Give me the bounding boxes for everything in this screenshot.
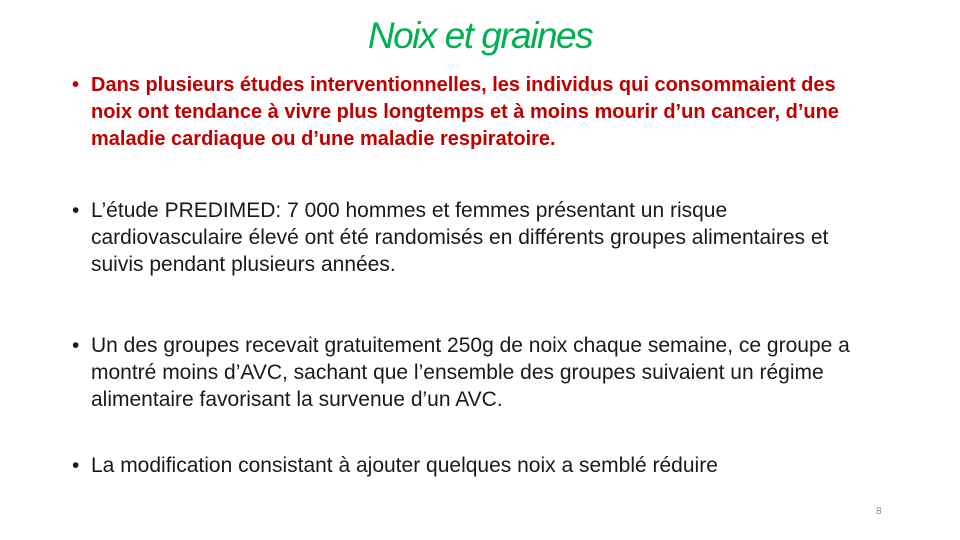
bullet-list — [72, 72, 872, 479]
page-number: 8 — [876, 506, 882, 517]
bullet-item: • La modification consistant à ajouter quelques noix a semblé réduire — [72, 452, 872, 479]
slide-title: Noix et graines — [367, 15, 593, 56]
bullet-item: • Un des groupes recevait gratuitement 250g de noix chaque semaine, ce groupe a montré moins d’AVC, sachant que l’ensemble des groupes suivaient un régime alimentaire favorisant la survenue d’un AVC. — [72, 332, 872, 413]
bullet-item: • Dans plusieurs études interventionnelles, les individus qui consommaient des noix ont tendance à vivre plus longtemps et à moins mourir d’un cancer, d’une maladie cardiaque ou d’une maladie respiratoire. — [72, 72, 872, 153]
bullet-item: • L’étude PREDIMED: 7 000 hommes et femmes présentant un risque cardiovasculaire élevé ont été randomisés en différents groupes alimentaires et suivis pendant plusieurs années. — [72, 197, 872, 278]
